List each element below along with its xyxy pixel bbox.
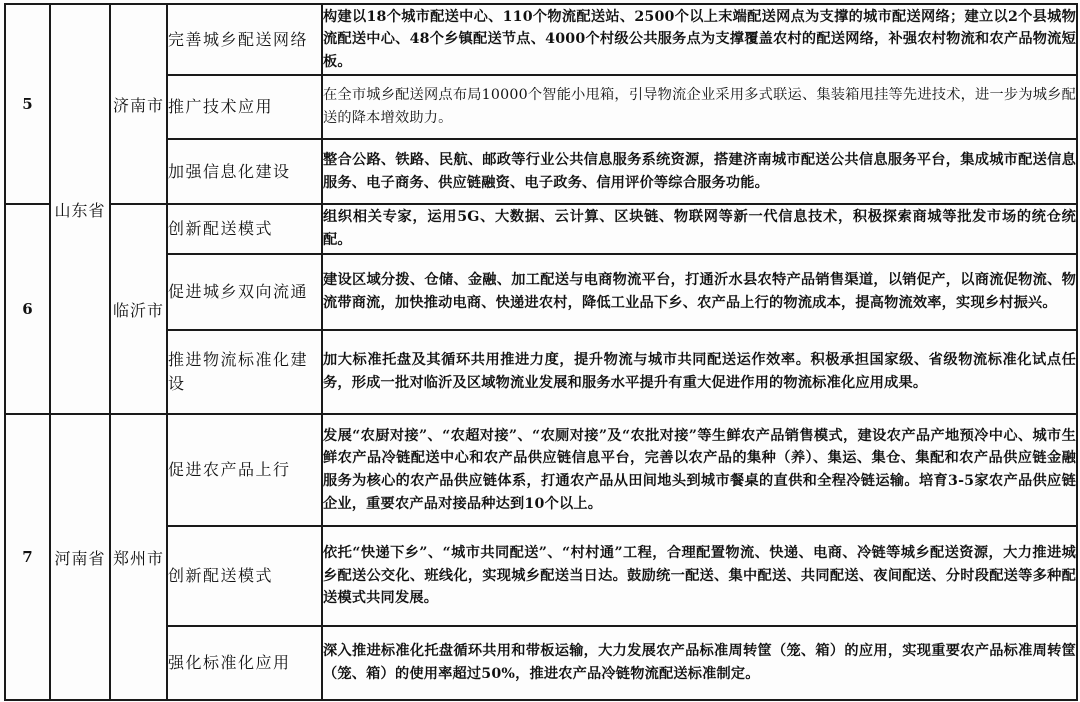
description-cell: 加大标准托盘及其循环共用推进力度，提升物流与城市共同配送运作效率。积极承担国家级、省级物流标准化试点任务，形成一批对临沂及区域物流业发展和服务水平提升有重大促进作用的物流标准化应用成果。 [322,330,1077,414]
province-cell: 山东省 [50,4,110,414]
row-number: 7 [5,414,50,700]
row-number: 5 [5,4,50,204]
table-row [5,4,1077,75]
city-cell: 济南市 [110,4,167,204]
category-cell: 完善城乡配送网络 [167,4,322,75]
table-row [5,414,1077,526]
description-cell: 发展“农厨对接”、“农超对接”、“农厕对接”及“农批对接”等生鲜农产品销售模式，建设农产品产地预冷中心、城市生鲜农产品冷链配送中心和农产品供应链信息平台，完善以农产品的集种（养）、集运、集仓、集配和农产品供应链金融服务为核心的农产品供应链体系，打通农产品从田间地头到城市餐桌的直供和全程冷链运输。培育3-5家农产品供应链企业，重要农产品对接品种达到10个以上。 [322,414,1077,526]
description-cell: 组织相关专家，运用5G、大数据、云计算、区块链、物联网等新一代信息技术，积极探索商城等批发市场的统仓统配。 [322,204,1077,254]
city-cell: 郑州市 [110,414,167,700]
category-cell: 创新配送模式 [167,526,322,626]
description-cell: 深入推进标准化托盘循环共用和带板运输，大力发展农产品标准周转筐（笼、箱）的应用，实现重要农产品标准周转筐（笼、箱）的使用率超过50%，推进农产品冷链物流配送标准制定。 [322,626,1077,700]
city-cell: 临沂市 [110,204,167,414]
row-number: 6 [5,204,50,414]
category-cell: 促进农产品上行 [167,414,322,526]
description-cell: 依托“快递下乡”、“城市共同配送”、“村村通”工程，合理配置物流、快递、电商、冷链等城乡配送资源，大力推进城乡配送公交化、班线化，实现城乡配送当日达。鼓励统一配送、集中配送、共同配送、夜间配送、分时段配送等多种配送模式共同发展。 [322,526,1077,626]
category-cell: 促进城乡双向流通 [167,254,322,330]
description-cell: 构建以18个城市配送中心、110个物流配送站、2500个以上末端配送网点为支撑的城市配送网络；建立以2个县城物流配送中心、48个乡镇配送节点、4000个村级公共服务点为支撑覆盖农村的配送网络，补强农村物流和农产品物流短板。 [322,4,1077,75]
table-row [5,204,1077,254]
description-cell: 在全市城乡配送网点布局10000个智能小甩箱，引导物流企业采用多式联运、集装箱甩挂等先进技术，进一步为城乡配送的降本增效助力。 [322,75,1077,139]
description-cell: 整合公路、铁路、民航、邮政等行业公共信息服务系统资源，搭建济南城市配送公共信息服务平台，集成城市配送信息服务、电子商务、供应链融资、电子政务、信用评价等综合服务功能。 [322,139,1077,204]
description-cell: 建设区域分拨、仓储、金融、加工配送与电商物流平台，打通沂水县农特产品销售渠道，以销促产，以商流促物流、物流带商流，加快推动电商、快递进农村，降低工业品下乡、农产品上行的物流成本，提高物流效率，实现乡村振兴。 [322,254,1077,330]
category-cell: 强化标准化应用 [167,626,322,700]
logistics-table [4,3,1078,701]
category-cell: 加强信息化建设 [167,139,322,204]
category-cell: 创新配送模式 [167,204,322,254]
category-cell: 推进物流标准化建设 [167,330,322,414]
province-cell: 河南省 [50,414,110,700]
category-cell: 推广技术应用 [167,75,322,139]
